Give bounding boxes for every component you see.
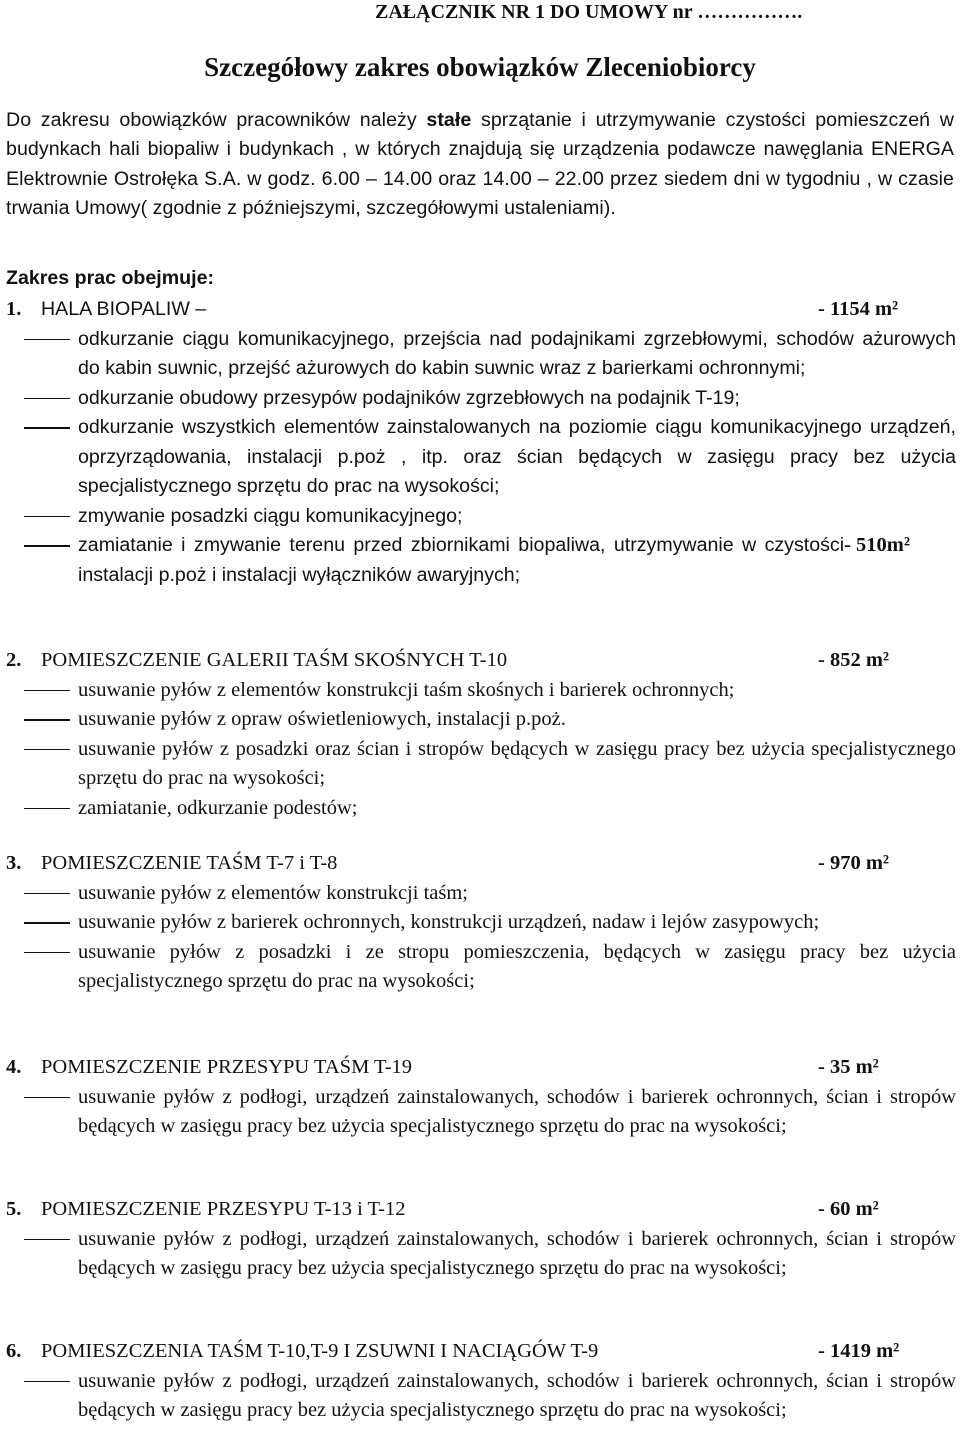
intro-text-start: Do zakresu obowiązków pracowników należy	[6, 109, 427, 131]
dash-bullet-icon	[24, 922, 70, 924]
task-item	[6, 735, 956, 794]
dash-bullet-icon	[24, 808, 70, 810]
section-heading	[6, 295, 956, 325]
task-item	[6, 502, 956, 532]
section-area: - 35 m²	[818, 1056, 879, 1078]
task-text: usuwanie pyłów z opraw oświetleniowych, instalacji p.poż.	[78, 708, 566, 730]
task-text: odkurzanie ciągu komunikacyjnego, przejścia nad podajnikami zgrzebłowymi, schodów ażurowych do kabin suwnic, przejść ażurowych do kabin suwnic wraz z barierkami ochronnymi;	[78, 327, 956, 379]
dash-bullet-icon	[24, 516, 70, 518]
task-item	[6, 879, 956, 909]
task-item	[6, 325, 956, 384]
task-text: usuwanie pyłów z posadzki oraz ścian i stropów będących w zasięgu pracy bez użycia specjalistycznego sprzętu do prac na wysokości;	[78, 737, 956, 789]
section-area: - 970 m²	[818, 852, 890, 874]
dash-bullet-icon	[24, 719, 70, 721]
dash-bullet-icon	[24, 398, 70, 400]
task-text: usuwanie pyłów z podłogi, urządzeń zainstalowanych, schodów i barierek ochronnych, ścian i stropów będących w zasięgu pracy bez użycia specjalistycznego sprzętu do prac na wysokości;	[78, 1085, 956, 1137]
task-text: usuwanie pyłów z elementów konstrukcji taśm skośnych i barierek ochronnych;	[78, 678, 735, 701]
task-text: usuwanie pyłów z elementów konstrukcji taśm;	[78, 881, 468, 904]
task-item	[6, 1367, 956, 1426]
section-name: POMIESZCZENIE PRZESYPU T-13 i T-12	[41, 1198, 406, 1220]
task-text: zmywanie posadzki ciągu komunikacyjnego;	[78, 504, 463, 527]
section-area: - 1154 m²	[818, 298, 899, 320]
section-heading	[6, 1195, 956, 1225]
document-title: Szczegółowy zakres obowiązków Zleceniobiorcy	[204, 52, 756, 82]
dash-bullet-icon	[24, 427, 70, 429]
dash-bullet-icon	[24, 1381, 70, 1383]
task-item	[6, 676, 956, 706]
section-name: POMIESZCZENIE GALERII TAŚM SKOŚNYCH T-10	[41, 649, 508, 671]
section-heading	[6, 1053, 956, 1083]
section-number: 6.	[6, 1340, 22, 1362]
task-item	[6, 384, 956, 414]
section-heading	[6, 646, 956, 676]
section-number: 3.	[6, 852, 22, 874]
task-text: usuwanie pyłów z barierek ochronnych, konstrukcji urządzeń, nadaw i lejów zasypowych;	[78, 911, 820, 933]
intro-text-rest: sprzątanie i utrzymywanie czystości pomieszczeń w budynkach hali biopaliw i budynkach , w których znajdują się urządzenia podawcze nawęglania ENERGA Elektrownie Ostrołęka S.A. w godz. 6.00 – 14.00 oraz 14.00 – 22.00 przez siedem dni w tygodniu , w czasie trwania Umowy( zgodnie z późniejszymi, szczegółowymi ustaleniami).	[6, 109, 954, 219]
task-item	[6, 794, 956, 824]
section-heading	[6, 1337, 956, 1367]
dash-bullet-icon	[24, 1097, 70, 1099]
task-item	[6, 531, 956, 590]
section-2	[6, 646, 956, 823]
section-5	[6, 1195, 956, 1284]
section-1	[6, 295, 956, 590]
dash-bullet-icon	[24, 339, 70, 341]
task-area: - 510m²	[844, 534, 910, 556]
task-item	[6, 1083, 956, 1142]
task-item	[6, 1225, 956, 1284]
dash-bullet-icon	[24, 893, 70, 895]
scope-label: Zakres prac obejmuje:	[6, 267, 214, 289]
section-name: POMIESZCZENIE PRZESYPU TAŚM T-19	[41, 1056, 413, 1078]
dash-bullet-icon	[24, 749, 70, 751]
task-text: zamiatanie, odkurzanie podestów;	[78, 796, 358, 819]
task-item	[6, 705, 956, 735]
task-text: usuwanie pyłów z podłogi, urządzeń zainstalowanych, schodów i barierek ochronnych, ścian i stropów będących w zasięgu pracy bez użycia specjalistycznego sprzętu do prac na wysokości;	[78, 1227, 956, 1279]
section-name: POMIESZCZENIA TAŚM T-10,T-9 I ZSUWNI I NACIĄGÓW T-9	[41, 1340, 599, 1362]
dash-bullet-icon	[24, 1239, 70, 1241]
section-area: - 852 m²	[818, 649, 890, 671]
task-text: usuwanie pyłów z posadzki i ze stropu pomieszczenia, będących w zasięgu pracy bez użycia specjalistycznego sprzętu do prac na wysokości;	[78, 940, 956, 992]
section-number: 4.	[6, 1056, 22, 1078]
dash-bullet-icon	[24, 545, 70, 547]
section-number: 2.	[6, 649, 22, 671]
task-text: usuwanie pyłów z podłogi, urządzeń zainstalowanych, schodów i barierek ochronnych, ścian i stropów będących w zasięgu pracy bez użycia specjalistycznego sprzętu do prac na wysokości;	[78, 1369, 956, 1421]
task-text: odkurzanie obudowy przesypów podajników zgrzebłowych na podajnik T-19;	[78, 386, 740, 409]
intro-paragraph	[6, 106, 954, 223]
section-3	[6, 849, 956, 997]
task-item	[6, 908, 956, 938]
section-6	[6, 1337, 956, 1426]
section-name: HALA BIOPALIW –	[41, 298, 207, 320]
section-4	[6, 1053, 956, 1142]
section-area: - 1419 m²	[818, 1340, 900, 1362]
section-number: 1.	[6, 298, 22, 320]
task-item	[6, 413, 956, 502]
task-item	[6, 938, 956, 997]
annex-header: ZAŁĄCZNIK NR 1 DO UMOWY nr …………….	[375, 1, 803, 23]
task-text: odkurzanie wszystkich elementów zainstalowanych na poziomie ciągu komunikacyjnego urządzeń, oprzyrządowania, instalacji p.poż , itp. oraz ścian będących w zasięgu pracy bez użycia specjalistycznego sprzętu do prac na wysokości;	[78, 416, 956, 497]
task-text: zamiatanie i zmywanie terenu przed zbiornikami biopaliwa, utrzymywanie w czystości instalacji p.poż i instalacji wyłączników awaryjnych;	[78, 534, 845, 586]
section-heading	[6, 849, 956, 879]
section-number: 5.	[6, 1198, 22, 1220]
intro-bold-word: stałe	[426, 109, 472, 131]
dash-bullet-icon	[24, 690, 70, 692]
dash-bullet-icon	[24, 952, 70, 954]
section-name: POMIESZCZENIE TAŚM T-7 i T-8	[41, 852, 338, 874]
section-area: - 60 m²	[818, 1198, 879, 1220]
